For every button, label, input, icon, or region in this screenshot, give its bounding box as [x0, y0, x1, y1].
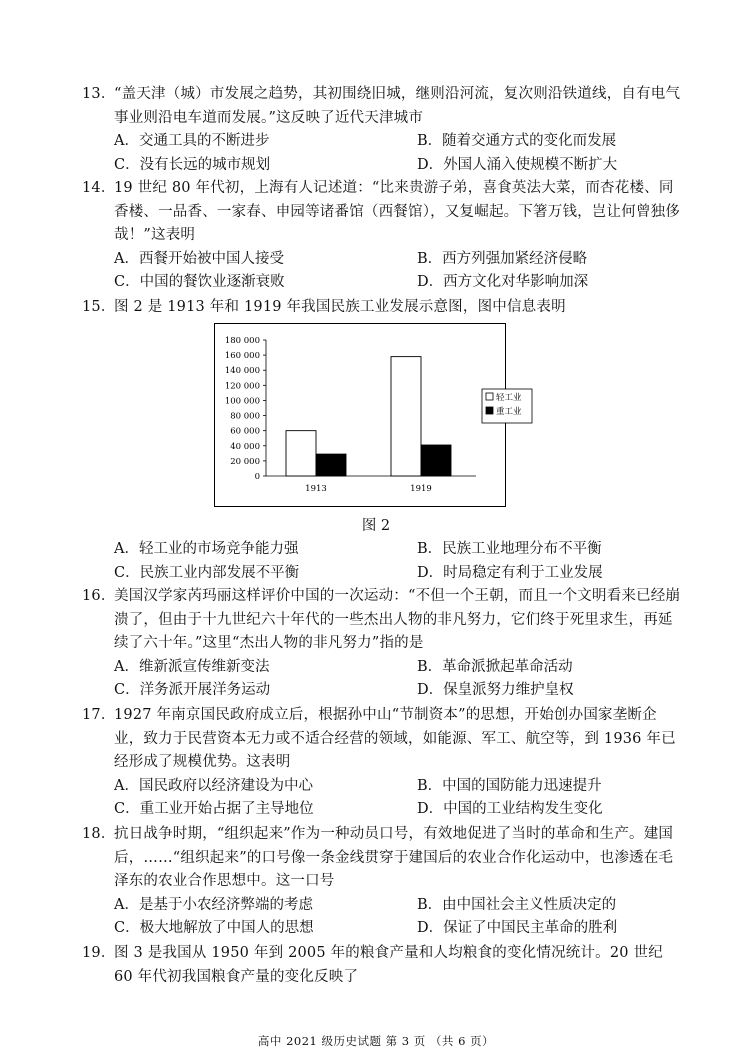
option-a: A．轻工业的市场竞争能力强 [114, 541, 299, 557]
legend-swatch-light [486, 393, 493, 400]
option-a: A．交通工具的不断进步 [114, 133, 270, 149]
question-stem: 美国汉学家芮玛丽这样评价中国的一次运动：“不但一个王朝，而且一个文明看来已经崩溃了，但由于十九世纪六十年代的一些杰出人物的非凡努力，它们终于死里求生，再延续了六十年。”这里“杰出人物的非凡努力”指的是 [114, 588, 681, 651]
option-c: C．重工业开始占据了主导地位 [114, 801, 314, 817]
option-b: B．民族工业地理分布不平衡 [417, 541, 602, 557]
question-number: 18． [82, 826, 116, 842]
option-c: C．民族工业内部发展不平衡 [114, 564, 300, 581]
page-footer: 高中 2021 级历史试题 第 3 页 （共 6 页） [257, 1034, 495, 1048]
bar-heavy-1913 [316, 454, 346, 476]
question-number: 15． [82, 299, 116, 315]
question-18 [82, 823, 682, 941]
option-c: C．中国的餐饮业逐渐衰败 [114, 274, 285, 290]
y-tick-label: 180 000 [224, 336, 260, 346]
figure-caption: 图 2 [361, 518, 391, 534]
figure-2-chart [214, 323, 522, 507]
option-d: D．外国人涌入使规模不断扩大 [417, 156, 618, 173]
option-d: D．保皇派努力维护皇权 [417, 682, 574, 698]
option-b: B．随着交通方式的变化而发展 [417, 133, 617, 149]
bar-heavy-1919 [421, 445, 451, 476]
question-stem: “盖天津（城）市发展之趋势，其初围绕旧城，继则沿河流，复次则沿铁道线，自有电气事业则沿电车道而发展。”这反映了近代天津城市 [114, 86, 681, 126]
y-tick-label: 20 000 [230, 456, 260, 467]
question-number: 16． [82, 588, 116, 604]
x-tick-label: 1913 [305, 484, 327, 494]
question-number: 13． [82, 86, 116, 102]
y-tick-label: 60 000 [230, 426, 260, 437]
y-tick-label: 0 [254, 472, 260, 482]
question-number: 14． [82, 180, 116, 196]
option-c: C．极大地解放了中国人的思想 [114, 920, 314, 936]
y-tick-label: 140 000 [224, 366, 260, 377]
x-tick-label: 1919 [410, 484, 432, 494]
bar-light-1919 [391, 357, 421, 476]
question-stem: 抗日战争时期，“组织起来”作为一种动员口号，有效地促进了当时的革命和生产。建国后，……“组织起来”的口号像一条金线贯穿于建国后的农业合作化运动中，也渗透在毛泽东的农业合作思想中。这一口号 [114, 826, 674, 889]
question-13 [82, 83, 682, 177]
question-16 [82, 585, 682, 703]
option-a: A．西餐开始被中国人接受 [114, 250, 284, 267]
question-stem: 图 2 是 1913 年和 1919 年我国民族工业发展示意图，图中信息表明 [114, 299, 566, 315]
question-15-options [82, 538, 682, 585]
option-d: D．保证了中国民主革命的胜利 [417, 920, 618, 936]
option-a: A．国民政府以经济建设为中心 [114, 777, 313, 794]
question-number: 19． [82, 945, 116, 961]
option-d: D．时局稳定有利于工业发展 [417, 564, 603, 581]
y-tick-label: 40 000 [230, 441, 260, 452]
question-19 [82, 942, 682, 989]
option-b: B．中国的国防能力迅速提升 [417, 777, 602, 794]
question-14 [82, 177, 682, 295]
option-b: B．革命派掀起革命活动 [417, 658, 573, 675]
option-b: B．西方列强加紧经济侵略 [417, 250, 588, 267]
y-tick-label: 160 000 [224, 351, 260, 362]
option-d: D．中国的工业结构发生变化 [417, 801, 603, 817]
question-17 [82, 704, 682, 822]
option-a: A．维新派宣传维新变法 [114, 658, 270, 675]
option-d: D．西方文化对华影响加深 [417, 274, 589, 290]
y-tick-label: 120 000 [224, 381, 260, 392]
y-tick-label: 100 000 [224, 396, 260, 407]
option-a: A．是基于小农经济弊端的考虑 [114, 896, 313, 913]
option-c: C．洋务派开展洋务运动 [114, 682, 271, 698]
question-stem: 19 世纪 80 年代初，上海有人记述道：“比来贵游子弟，喜食英法大菜，而杏花楼、同香楼、一品香、一家春、申园等诸番馆（西餐馆），又复崛起。下箸万钱，岂让何曾独侈哉！”这表明 [114, 180, 681, 243]
question-stem: 图 3 是我国从 1950 年到 2005 年的粮食产量和人均粮食的变化情况统计。20 世纪 60 年代初我国粮食产量的变化反映了 [114, 945, 663, 985]
legend-label: 重工业 [496, 407, 522, 417]
option-b: B．由中国社会主义性质决定的 [417, 896, 617, 913]
y-tick-label: 80 000 [230, 411, 260, 422]
legend-swatch-heavy [486, 407, 493, 414]
legend-label: 轻工业 [496, 393, 522, 403]
question-number: 17． [82, 707, 116, 723]
bar-chart [214, 323, 522, 507]
question-stem: 1927 年南京国民政府成立后，根据孙中山“节制资本”的思想，开始创办国家垄断企业，致力于民营资本无力或不适合经营的领域，如能源、军工、航空等，到 1936 年已经形成了规模优势。这表明 [114, 707, 676, 770]
bar-light-1913 [286, 431, 316, 476]
question-15 [82, 296, 682, 320]
option-c: C．没有长远的城市规划 [114, 156, 271, 173]
